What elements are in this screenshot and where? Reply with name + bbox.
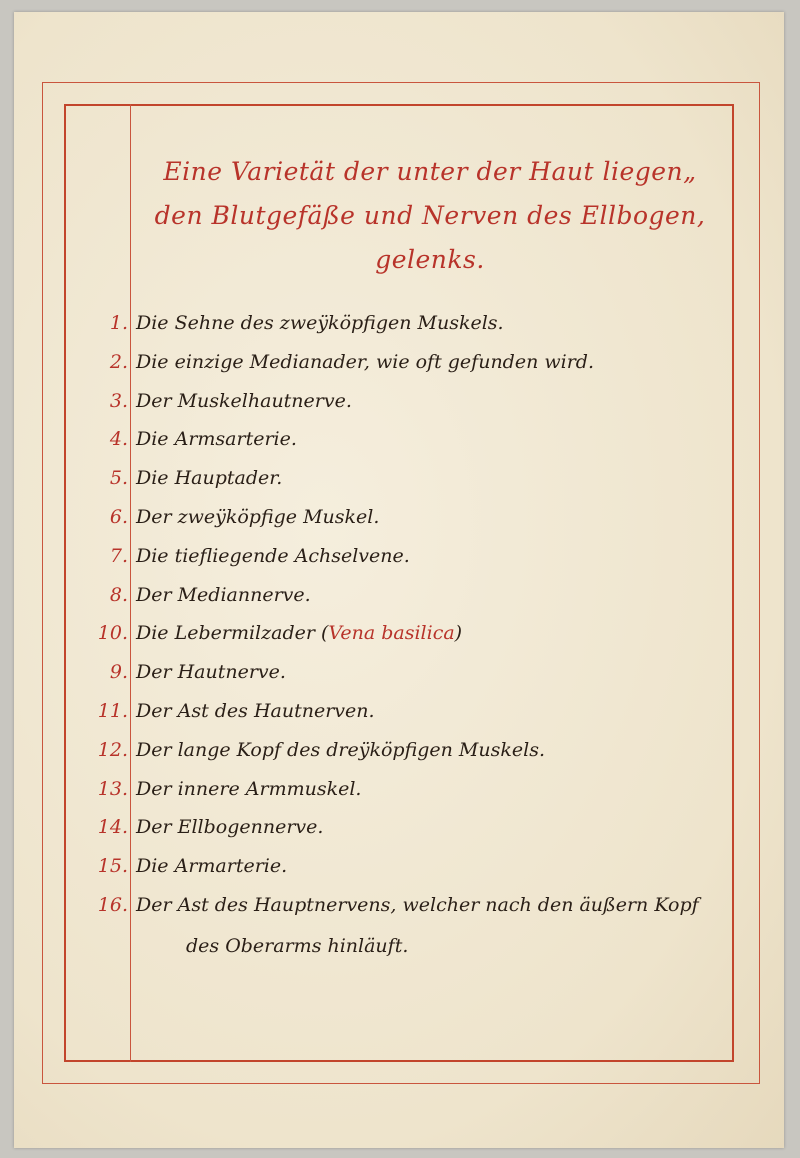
title-line-1: Eine Varietät der unter der Haut liegen„ <box>163 157 697 186</box>
item-number: 9. <box>109 661 128 683</box>
list-item <box>0 545 720 581</box>
list-item <box>0 622 720 658</box>
item-number: 16. <box>97 894 128 916</box>
latin-term: Vena basilica <box>328 622 455 644</box>
list-item <box>0 428 720 464</box>
item-number: 3. <box>109 390 128 412</box>
item-number: 1. <box>109 312 128 334</box>
item-label: Der Ellbogennerve. <box>136 816 324 838</box>
item-label: Der zweÿköpfige Muskel. <box>136 506 380 528</box>
item-number: 5. <box>109 467 128 489</box>
list-item <box>0 739 720 775</box>
item-text <box>136 894 699 916</box>
item-text <box>136 351 594 373</box>
item-label: Die Armsarterie. <box>136 428 297 450</box>
item-label: Der Ast des Hauptnervens, welcher nach den äußern Kopf <box>136 894 699 916</box>
item-label: Der innere Armmuskel. <box>136 778 362 800</box>
item-text <box>136 390 352 412</box>
list-item <box>0 778 720 814</box>
list-item <box>0 467 720 503</box>
item-label: Der Mediannerve. <box>136 584 311 606</box>
item-number: 8. <box>109 584 128 606</box>
item-text <box>136 739 545 761</box>
item-number: 10. <box>97 622 128 644</box>
item-text <box>136 816 323 838</box>
item-label: Der lange Kopf des dreÿköpfigen Muskels. <box>136 739 546 761</box>
closing-paren: ) <box>454 622 463 644</box>
list-item <box>0 390 720 426</box>
list-item <box>0 312 720 348</box>
item-text <box>136 700 375 722</box>
item-label: Die tiefliegende Achselvene. <box>136 545 410 567</box>
document-title <box>150 150 710 282</box>
item-text <box>136 661 286 683</box>
item-number: 13. <box>97 778 128 800</box>
item-label: Die Sehne des zweÿköpfigen Muskels. <box>136 312 504 334</box>
item-text <box>136 545 410 567</box>
item-number: 6. <box>109 506 128 528</box>
list-item <box>0 661 720 697</box>
list-item <box>0 351 720 387</box>
list-item <box>0 855 720 891</box>
item-label: Die Armarterie. <box>136 855 288 877</box>
item-text <box>136 467 282 489</box>
list-item <box>0 816 720 852</box>
item-text <box>136 312 504 334</box>
list-item-continuation <box>0 935 720 971</box>
item-label: Der Ast des Hautnerven. <box>136 700 375 722</box>
item-label: Die einzige Medianader, wie oft gefunden wird. <box>136 351 594 373</box>
title-line-2: den Blutgefäße und Nerven des Ellbogen, <box>154 201 706 230</box>
item-text <box>136 622 462 644</box>
list-item <box>0 894 720 930</box>
item-label: Der Hautnerve. <box>136 661 286 683</box>
item-number: 4. <box>109 428 128 450</box>
item-text <box>136 855 287 877</box>
item-number: 12. <box>97 739 128 761</box>
list-item <box>0 700 720 736</box>
list-item <box>0 506 720 542</box>
item-number: 2. <box>109 351 128 373</box>
item-number: 7. <box>109 545 128 567</box>
item-label: Die Lebermilzader ( <box>136 622 329 644</box>
title-line-3: gelenks. <box>375 245 485 274</box>
item-number: 14. <box>97 816 128 838</box>
list-item <box>0 584 720 620</box>
item-label: Die Hauptader. <box>136 467 283 489</box>
item-text <box>136 778 361 800</box>
item-text <box>136 584 311 606</box>
item-number: 11. <box>97 700 128 722</box>
item-label: Der Muskelhautnerve. <box>136 390 352 412</box>
item-text <box>136 506 379 528</box>
item-number: 15. <box>97 855 128 877</box>
continuation-text: des Oberarms hinläuft. <box>186 935 409 957</box>
item-text <box>136 428 297 450</box>
